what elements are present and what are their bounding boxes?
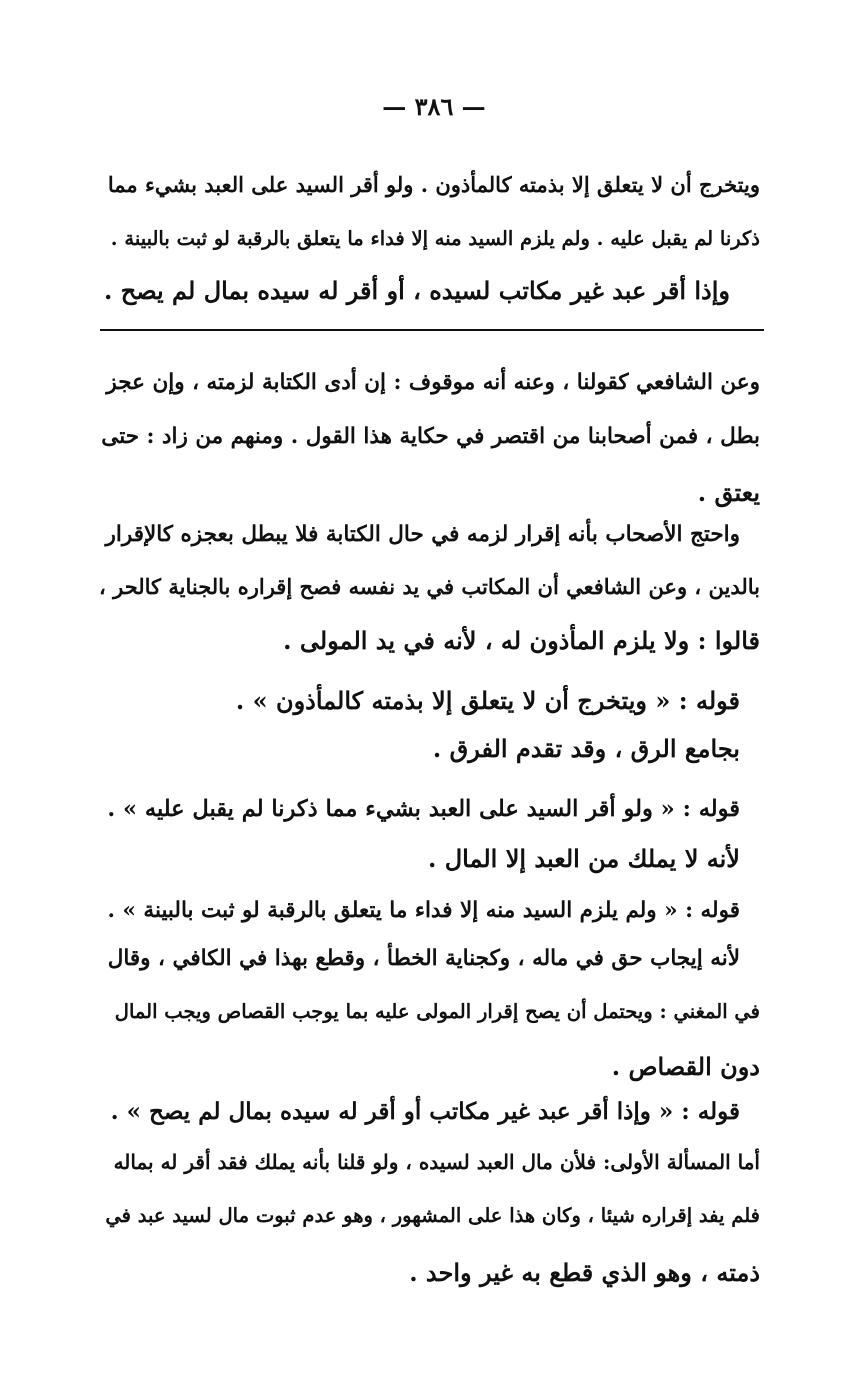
quote-3-comment-line-3: دون القصاص . — [611, 1052, 760, 1081]
sharh-p1-line-3: يعتق . — [697, 478, 760, 507]
sharh-p1-line-1: وعن الشافعي كقولنا ، وعنه أنه موقوف : إن أدى الكتابة لزمته ، وإن عجز — [106, 370, 760, 395]
sharh-p1-line-2: بطل ، فمن أصحابنا من اقتصر في حكاية هذا القول . ومنهم من زاد : حتى — [101, 424, 760, 449]
quote-4-comment-line-3: ذمته ، وهو الذي قطع به غير واحد . — [409, 1258, 760, 1287]
quote-2-comment: لأنه لا يملك من العبد إلا المال . — [428, 844, 740, 873]
quote-2 — [100, 796, 740, 822]
quote-text: « ويتخرج أن لا يتعلق إلا بذمته كالمأذون » . — [235, 686, 671, 715]
sharh-p2-line-3: قالوا : ولا يلزم المأذون له ، لأنه في يد المولى . — [283, 626, 760, 655]
quote-4 — [100, 1098, 740, 1125]
matn-line-3: وإذا أقر عبد غير مكاتب لسيده ، أو أقر له سيده بمال لم يصح . — [104, 276, 730, 305]
matn-line-1: ويتخرج أن لا يتعلق إلا بذمته كالمأذون . ولو أقر السيد على العبد بشيء مما — [107, 172, 760, 197]
quote-text: « ولم يلزم السيد منه إلا فداء ما يتعلق بالرقبة لو ثبت بالبينة » . — [107, 898, 678, 923]
quote-3 — [100, 898, 740, 923]
quote-text: « وإذا أقر عبد غير مكاتب أو أقر له سيده بمال لم يصح » . — [110, 1098, 674, 1125]
quote-4-comment-line-1: أما المسألة الأولى: فلأن مال العبد لسيده ، ولو قلنا بأنه يملك فقد أقر له بماله — [113, 1150, 760, 1174]
quote-label: قوله : — [681, 1098, 740, 1125]
quote-label: قوله : — [678, 686, 740, 715]
quote-label: قوله : — [682, 796, 740, 822]
quote-text: « ولو أقر السيد على العبد بشيء مما ذكرنا لم يقبل عليه » . — [107, 796, 675, 822]
quote-label: قوله : — [685, 898, 740, 923]
page-number: — ٣٨٦ — — [382, 92, 486, 121]
sharh-p2-line-2: بالدين ، وعن الشافعي أن المكاتب في يد نفسه فصح إقراره بالجناية كالحر ، — [99, 574, 760, 599]
matn-line-2: ذكرنا لم يقبل عليه . ولم يلزم السيد منه إلا فداء ما يتعلق بالرقبة لو ثبت بالبينة . — [110, 227, 760, 250]
quote-3-comment-line-1: لأنه إيجاب حق في ماله ، وكجناية الخطأ ، وقطع بهذا في الكافي ، وقال — [107, 946, 740, 971]
section-divider — [100, 329, 764, 331]
quote-1 — [100, 686, 740, 715]
quote-4-comment-line-2: فلم يفد إقراره شيئا ، وكان هذا على المشهور ، وهو عدم ثبوت مال لسيد عبد في — [105, 1204, 760, 1227]
sharh-p2-line-1: واحتج الأصحاب بأنه إقرار لزمه في حال الكتابة فلا يبطل بعجزه كالإقرار — [105, 522, 740, 547]
quote-3-comment-line-2: في المغني : ويحتمل أن يصح إقرار المولى عليه بما يوجب القصاص ويجب المال — [114, 1000, 760, 1023]
quote-1-comment: بجامع الرق ، وقد تقدم الفرق . — [432, 734, 740, 763]
